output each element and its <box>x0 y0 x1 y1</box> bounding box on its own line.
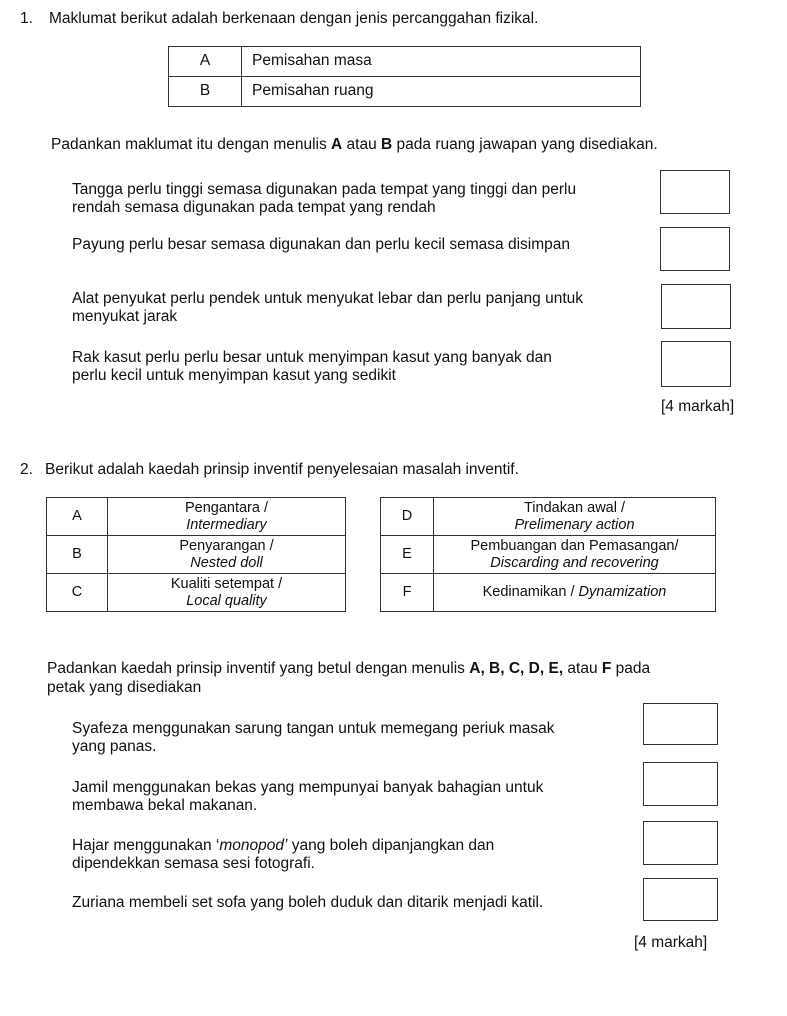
option-key: A <box>169 47 242 77</box>
table-row <box>381 536 716 574</box>
q1-instruction: Padankan maklumat itu dengan menulis A atau B pada ruang jawapan yang disediakan. <box>51 136 658 153</box>
table-row <box>47 574 346 612</box>
q1-number: 1. <box>20 10 33 27</box>
q1-statement-4: Rak kasut perlu perlu besar untuk menyimpan kasut yang banyak dan perlu kecil untuk menyimpan kasut yang sedikit <box>72 349 552 385</box>
table-row <box>381 498 716 536</box>
option-label: Pemisahan masa <box>242 47 641 77</box>
option-label: Penyarangan / Nested doll <box>108 536 346 574</box>
answer-box[interactable] <box>643 878 718 921</box>
option-key: A <box>47 498 108 536</box>
answer-box[interactable] <box>643 821 718 865</box>
option-key: B <box>47 536 108 574</box>
table-row <box>47 536 346 574</box>
option-key: E <box>381 536 434 574</box>
option-key: F <box>381 574 434 612</box>
option-key: D <box>381 498 434 536</box>
answer-box[interactable] <box>661 341 731 387</box>
q2-right-table <box>380 497 716 612</box>
option-label: Kualiti setempat / Local quality <box>108 574 346 612</box>
q2-left-table <box>46 497 346 612</box>
q2-statement-1: Syafeza menggunakan sarung tangan untuk memegang periuk masak yang panas. <box>72 720 555 756</box>
table-row <box>169 77 641 107</box>
q2-statement-3: Hajar menggunakan ‘monopod’ yang boleh dipanjangkan dan dipendekkan semasa sesi fotografi. <box>72 837 495 873</box>
q1-statement-3: Alat penyukat perlu pendek untuk menyukat lebar dan perlu panjang untuk menyukat jarak <box>72 290 583 326</box>
option-label: Kedinamikan / Dynamization <box>434 574 716 612</box>
option-label: Pengantara / Intermediary <box>108 498 346 536</box>
option-label: Tindakan awal / Prelimenary action <box>434 498 716 536</box>
answer-box[interactable] <box>660 227 730 271</box>
table-row <box>47 498 346 536</box>
q2-statement-4: Zuriana membeli set sofa yang boleh duduk dan ditarik menjadi katil. <box>72 894 544 911</box>
table-row <box>381 574 716 612</box>
answer-box[interactable] <box>643 762 718 806</box>
q2-number: 2. <box>20 461 33 478</box>
option-label: Pembuangan dan Pemasangan/ Discarding and recovering <box>434 536 716 574</box>
q1-statement-1: Tangga perlu tinggi semasa digunakan pada tempat yang tinggi dan perlu rendah semasa digunakan pada tempat yang rendah <box>72 181 577 217</box>
q2-statement-2: Jamil menggunakan bekas yang mempunyai banyak bahagian untuk membawa bekal makanan. <box>72 779 544 815</box>
answer-box[interactable] <box>643 703 718 745</box>
q2-intro: Berikut adalah kaedah prinsip inventif penyelesaian masalah inventif. <box>45 461 519 478</box>
option-key: B <box>169 77 242 107</box>
option-key: C <box>47 574 108 612</box>
q2-instruction: Padankan kaedah prinsip inventif yang betul dengan menulis A, B, C, D, E, atau F pada petak yang disediakan <box>47 660 651 696</box>
answer-box[interactable] <box>660 170 730 214</box>
option-label: Pemisahan ruang <box>242 77 641 107</box>
q2-marks: [4 markah] <box>634 934 708 951</box>
q1-intro: Maklumat berikut adalah berkenaan dengan jenis percanggahan fizikal. <box>49 10 539 27</box>
table-row <box>169 47 641 77</box>
answer-box[interactable] <box>661 284 731 329</box>
q1-statement-2: Payung perlu besar semasa digunakan dan perlu kecil semasa disimpan <box>72 236 571 253</box>
q1-marks: [4 markah] <box>661 398 735 415</box>
q1-options-table <box>168 46 641 107</box>
